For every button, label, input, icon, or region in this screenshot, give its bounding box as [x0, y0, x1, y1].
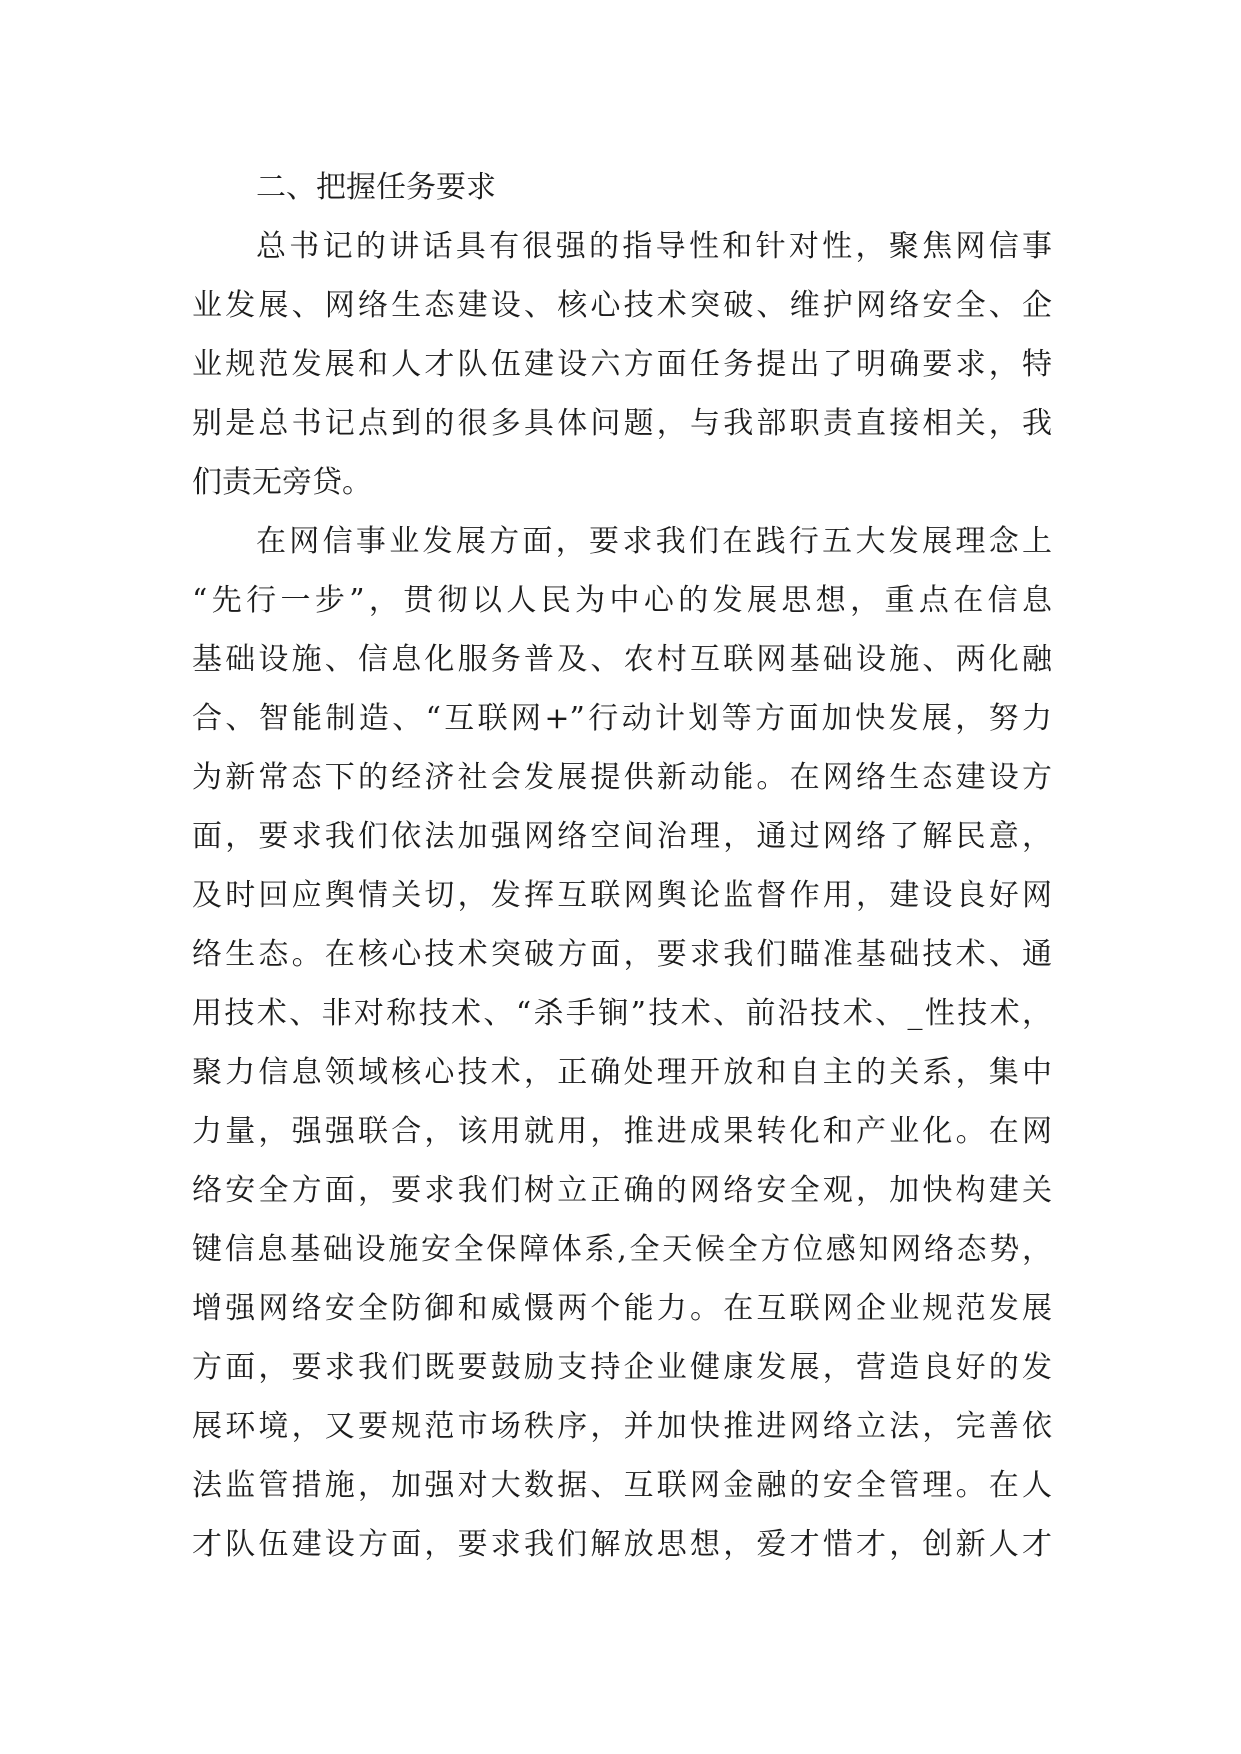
paragraph-2-line-13: 键信息基础设施安全保障体系,全天候全方位感知网络态势， — [192, 1232, 1052, 1267]
paragraph-2-line-16: 展环境，又要规范市场秩序，并加快推进网络立法，完善依 — [192, 1409, 1052, 1444]
paragraph-2-line-9: 用技术、非对称技术、“杀手锏”技术、前沿技术、_性技术， — [192, 996, 1052, 1031]
paragraph-1-line-3: 业规范发展和人才队伍建设六方面任务提出了明确要求，特 — [192, 347, 1052, 382]
paragraph-2-line-3: 基础设施、信息化服务普及、农村互联网基础设施、两化融 — [192, 642, 1052, 677]
paragraph-1-line-2: 业发展、网络生态建设、核心技术突破、维护网络安全、企 — [192, 288, 1052, 323]
section-heading: 二、把握任务要求 — [256, 170, 496, 205]
paragraph-2-line-15: 方面，要求我们既要鼓励支持企业健康发展，营造良好的发 — [192, 1350, 1052, 1385]
document-body — [192, 158, 1052, 1574]
paragraph-2-line-18: 才队伍建设方面，要求我们解放思想，爱才惜才，创新人才 — [192, 1527, 1052, 1562]
paragraph-1-line-5: 们责无旁贷。 — [192, 465, 372, 500]
paragraph-2-line-6: 面，要求我们依法加强网络空间治理，通过网络了解民意， — [192, 819, 1052, 854]
paragraph-2-line-1: 在网信事业发展方面，要求我们在践行五大发展理念上 — [256, 524, 1052, 559]
paragraph-2-line-2: “先行一步”，贯彻以人民为中心的发展思想，重点在信息 — [192, 583, 1052, 618]
paragraph-2-line-8: 络生态。在核心技术突破方面，要求我们瞄准基础技术、通 — [192, 937, 1052, 972]
paragraph-2-line-14: 增强网络安全防御和威慑两个能力。在互联网企业规范发展 — [192, 1291, 1052, 1326]
paragraph-2-line-5: 为新常态下的经济社会发展提供新动能。在网络生态建设方 — [192, 760, 1052, 795]
paragraph-2-line-4: 合、智能制造、“互联网+”行动计划等方面加快发展，努力 — [192, 701, 1052, 736]
paragraph-2-line-10: 聚力信息领域核心技术，正确处理开放和自主的关系，集中 — [192, 1055, 1052, 1090]
paragraph-2-line-7: 及时回应舆情关切，发挥互联网舆论监督作用，建设良好网 — [192, 878, 1052, 913]
paragraph-2-line-17: 法监管措施，加强对大数据、互联网金融的安全管理。在人 — [192, 1468, 1052, 1503]
paragraph-1-line-4: 别是总书记点到的很多具体问题，与我部职责直接相关，我 — [192, 406, 1052, 441]
paragraph-2-line-12: 络安全方面，要求我们树立正确的网络安全观，加快构建关 — [192, 1173, 1052, 1208]
paragraph-2-line-11: 力量，强强联合，该用就用，推进成果转化和产业化。在网 — [192, 1114, 1052, 1149]
paragraph-1-line-1: 总书记的讲话具有很强的指导性和针对性，聚焦网信事 — [256, 229, 1052, 264]
